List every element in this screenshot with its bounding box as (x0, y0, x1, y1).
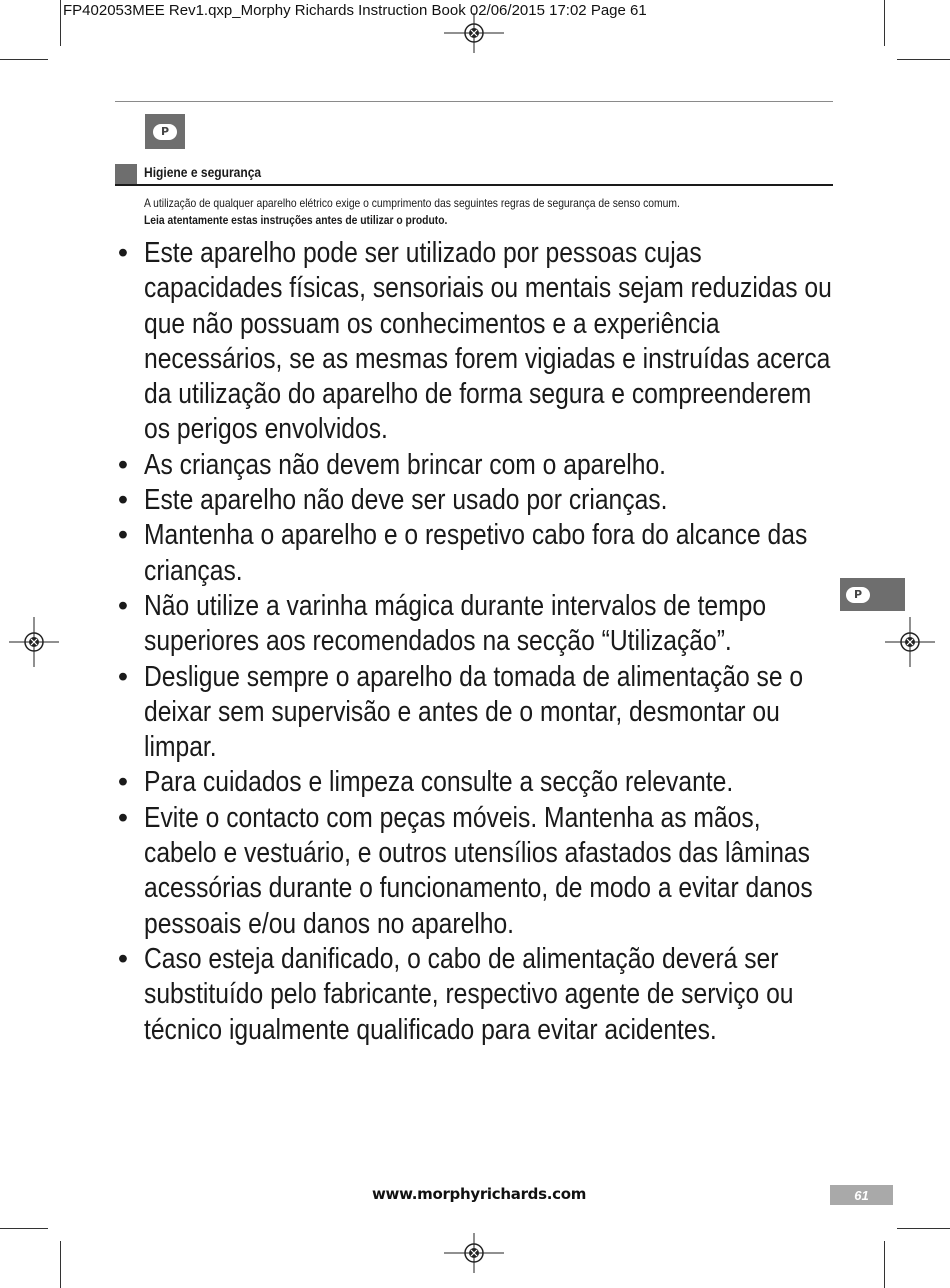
crop-mark (884, 0, 885, 46)
list-item-text (144, 483, 790, 518)
crop-mark (897, 59, 950, 60)
list-item (115, 483, 915, 518)
list-item-line: Evite o contacto com peças móveis. Mantenha as mãos, (144, 801, 761, 834)
bullet-dot: • (117, 519, 129, 552)
list-item-line: da utilização do aparelho de forma segura e compreenderem (144, 378, 812, 411)
intro-emphasis: Leia atentamente estas instruções antes de utilizar o produto. (144, 213, 448, 227)
list-item-line: deixar sem supervisão e antes de o montar, desmontar ou (144, 695, 780, 728)
list-item-text (144, 448, 790, 483)
section-marker (115, 164, 137, 184)
bullet-dot: • (117, 448, 129, 481)
list-item (115, 448, 915, 483)
section-rule (115, 184, 833, 186)
list-item-text (144, 765, 790, 800)
list-item (115, 801, 915, 942)
list-item-line: os perigos envolvidos. (144, 413, 388, 446)
list-item (115, 660, 915, 766)
bullet-dot: • (117, 589, 129, 622)
list-item-line: Desligue sempre o aparelho da tomada de alimentação se o (144, 660, 804, 693)
section-intro (144, 195, 680, 229)
list-item-line: limpar. (144, 731, 217, 764)
section-title: Higiene e segurança (144, 164, 262, 180)
list-item-line: acessórias durante o funcionamento, de modo a evitar danos (144, 872, 813, 905)
list-item-line: Mantenha o aparelho e o respetivo cabo fora do alcance das (144, 519, 808, 552)
crop-mark (897, 1228, 950, 1229)
list-item-line: Este aparelho pode ser utilizado por pessoas cujas (144, 237, 702, 269)
page-number: 61 (830, 1185, 893, 1205)
list-item-line: Caso esteja danificado, o cabo de alimentação deverá ser (144, 942, 779, 975)
list-item-line: técnico igualmente qualificado para evitar acidentes. (144, 1013, 717, 1046)
list-item-text (144, 236, 832, 448)
list-item-line: Este aparelho não deve ser usado por crianças. (144, 484, 668, 517)
crop-mark (0, 1228, 48, 1229)
safety-bullet-list (115, 236, 915, 1048)
bullet-dot: • (117, 942, 129, 975)
list-item-line: Para cuidados e limpeza consulte a secção relevante. (144, 766, 734, 799)
list-item-line: capacidades físicas, sensoriais ou mentais sejam reduzidas ou (144, 272, 832, 305)
list-item-text (144, 589, 790, 660)
print-slug-line: FP402053MEE Rev1.qxp_Morphy Richards Instruction Book 02/06/2015 17:02 Page 61 (63, 2, 647, 19)
list-item-text (144, 942, 794, 1048)
list-item (115, 236, 915, 448)
list-item-text (144, 801, 813, 942)
bullet-dot: • (117, 660, 129, 693)
intro-text: A utilização de qualquer aparelho elétrico exige o cumprimento das seguintes regras de segurança de senso comum. (144, 196, 680, 210)
registration-mark-icon (444, 1223, 504, 1283)
list-item-text (144, 518, 808, 589)
list-item-line: substituído pelo fabricante, respectivo agente de serviço ou (144, 978, 794, 1011)
crop-mark (60, 1241, 61, 1288)
list-item-line: cabelo e vestuário, e outros utensílios afastados das lâminas (144, 837, 810, 870)
bullet-dot: • (117, 766, 129, 799)
language-badge (145, 114, 185, 149)
registration-mark-icon (444, 3, 504, 63)
bullet-dot: • (117, 484, 129, 517)
list-item-line: necessários, se as mesmas forem vigiadas e instruídas acerca (144, 342, 831, 375)
list-item-line: superiores aos recomendados na secção “Utilização”. (144, 625, 732, 658)
list-item (115, 589, 915, 660)
header-rule (115, 101, 833, 102)
list-item-text (144, 660, 804, 766)
list-item-line: crianças. (144, 554, 243, 587)
list-item-line: Não utilize a varinha mágica durante intervalos de tempo (144, 589, 767, 622)
list-item-line: que não possuam os conhecimentos e a experiência (144, 307, 720, 340)
registration-mark-icon (4, 612, 64, 672)
side-tab-label: P (846, 587, 870, 603)
list-item-line: As crianças não devem brincar com o aparelho. (144, 448, 667, 481)
footer-website: www.morphyrichards.com (372, 1185, 587, 1203)
language-badge-label: P (153, 124, 177, 140)
crop-mark (884, 1241, 885, 1288)
bullet-dot: • (117, 237, 129, 269)
crop-mark (0, 59, 48, 60)
list-item-line: pessoais e/ou danos no aparelho. (144, 907, 515, 940)
crop-mark (60, 0, 61, 46)
list-item (115, 765, 915, 800)
bullet-dot: • (117, 801, 129, 834)
list-item (115, 518, 915, 589)
list-item (115, 942, 915, 1048)
side-language-tab (840, 578, 905, 611)
